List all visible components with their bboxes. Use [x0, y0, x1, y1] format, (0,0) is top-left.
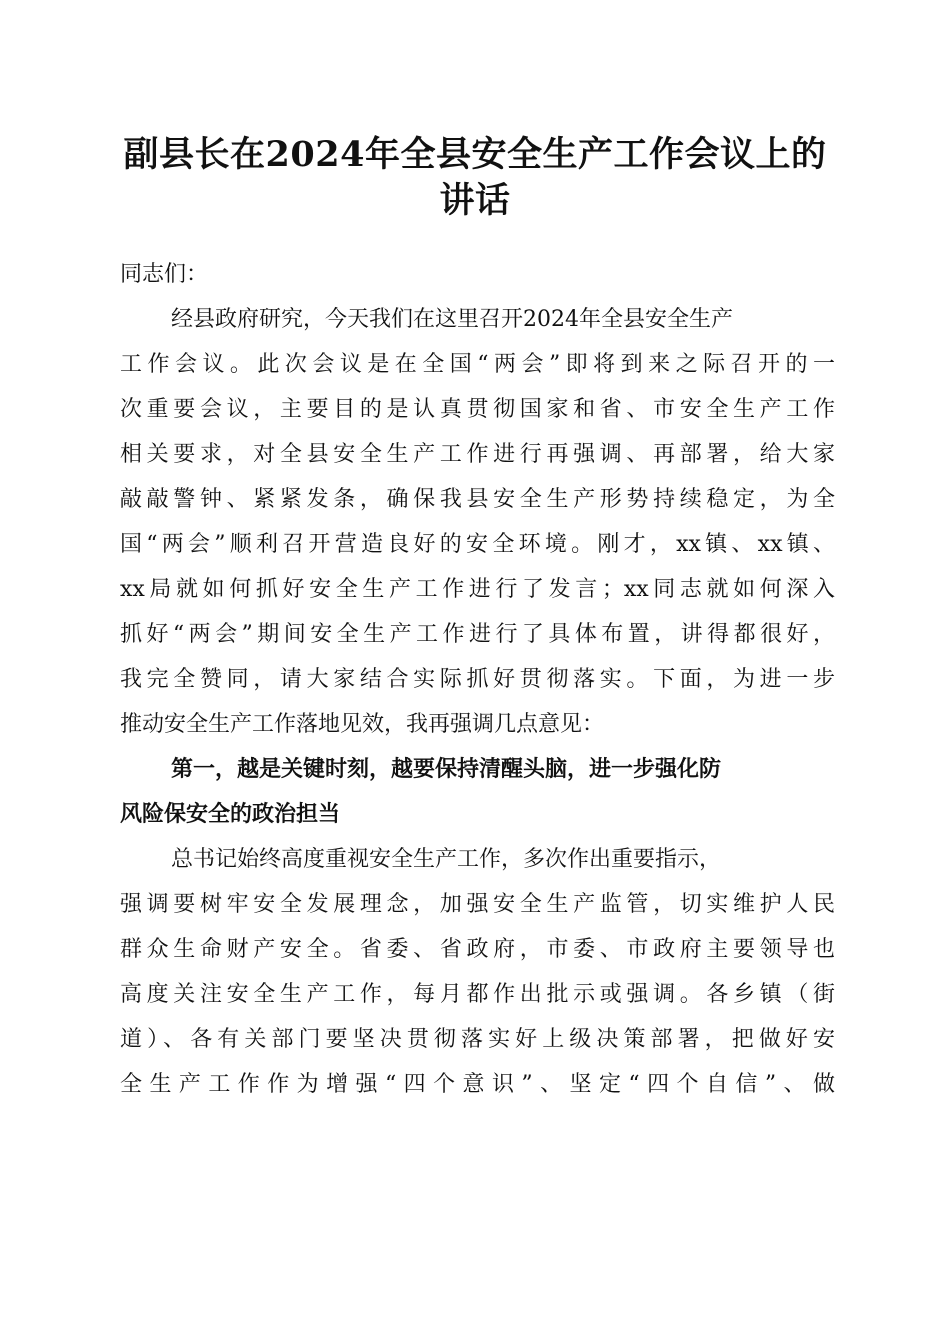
paragraph-line: 总书记始终高度重视安全生产工作，多次作出重要指示， [171, 847, 722, 872]
heading-line: 风险保安全的政治担当 [120, 801, 341, 827]
paragraph-line: 敲敲警钟、紧紧发条，确保我县安全生产形势持续稳定，为全 [120, 487, 835, 512]
paragraph-line: 强调要树牢安全发展理念，加强安全生产监管，切实维护人民 [120, 892, 835, 917]
paragraph-line: 经县政府研究，今天我们在这里召开2024年全县安全生产 [171, 307, 733, 332]
document-body [120, 252, 835, 1107]
document-title [60, 132, 890, 224]
paragraph-line: 工作会议。此次会议是在全国“两会”即将到来之际召开的一 [120, 352, 835, 377]
paragraph-line: 我完全赞同，请大家结合实际抓好贯彻落实。下面，为进一步 [120, 667, 835, 692]
salutation: 同志们： [120, 262, 209, 287]
paragraph-line: 抓好“两会”期间安全生产工作进行了具体布置，讲得都很好， [120, 622, 835, 647]
paragraph-line: 高度关注安全生产工作，每月都作出批示或强调。各乡镇（街 [120, 982, 835, 1007]
title-line-1: 副县长在2024年全县安全生产工作会议上的 [123, 134, 827, 175]
paragraph-line: 推动安全生产工作落地见效，我再强调几点意见： [120, 712, 605, 737]
heading-line: 第一，越是关键时刻，越要保持清醒头脑，进一步强化防 [171, 756, 722, 782]
paragraph-line: 全生产工作作为增强“四个意识”、坚定“四个自信”、做 [120, 1072, 835, 1097]
paragraph-line: xx局就如何抓好安全生产工作进行了发言；xx同志就如何深入 [120, 577, 835, 602]
paragraph-line: 群众生命财产安全。省委、省政府，市委、市政府主要领导也 [120, 937, 835, 962]
paragraph-line: 相关要求，对全县安全生产工作进行再强调、再部署，给大家 [120, 442, 835, 467]
paragraph-line: 道）、各有关部门要坚决贯彻落实好上级决策部署，把做好安 [120, 1027, 835, 1052]
paragraph-2 [120, 837, 835, 1107]
title-line-2: 讲话 [439, 180, 511, 221]
paragraph-line: 次重要会议，主要目的是认真贯彻国家和省、市安全生产工作 [120, 397, 835, 422]
section-heading-1 [120, 747, 835, 837]
paragraph-1 [120, 297, 835, 747]
paragraph-line: 国“两会”顺利召开营造良好的安全环境。刚才，xx镇、xx镇、 [120, 532, 835, 557]
